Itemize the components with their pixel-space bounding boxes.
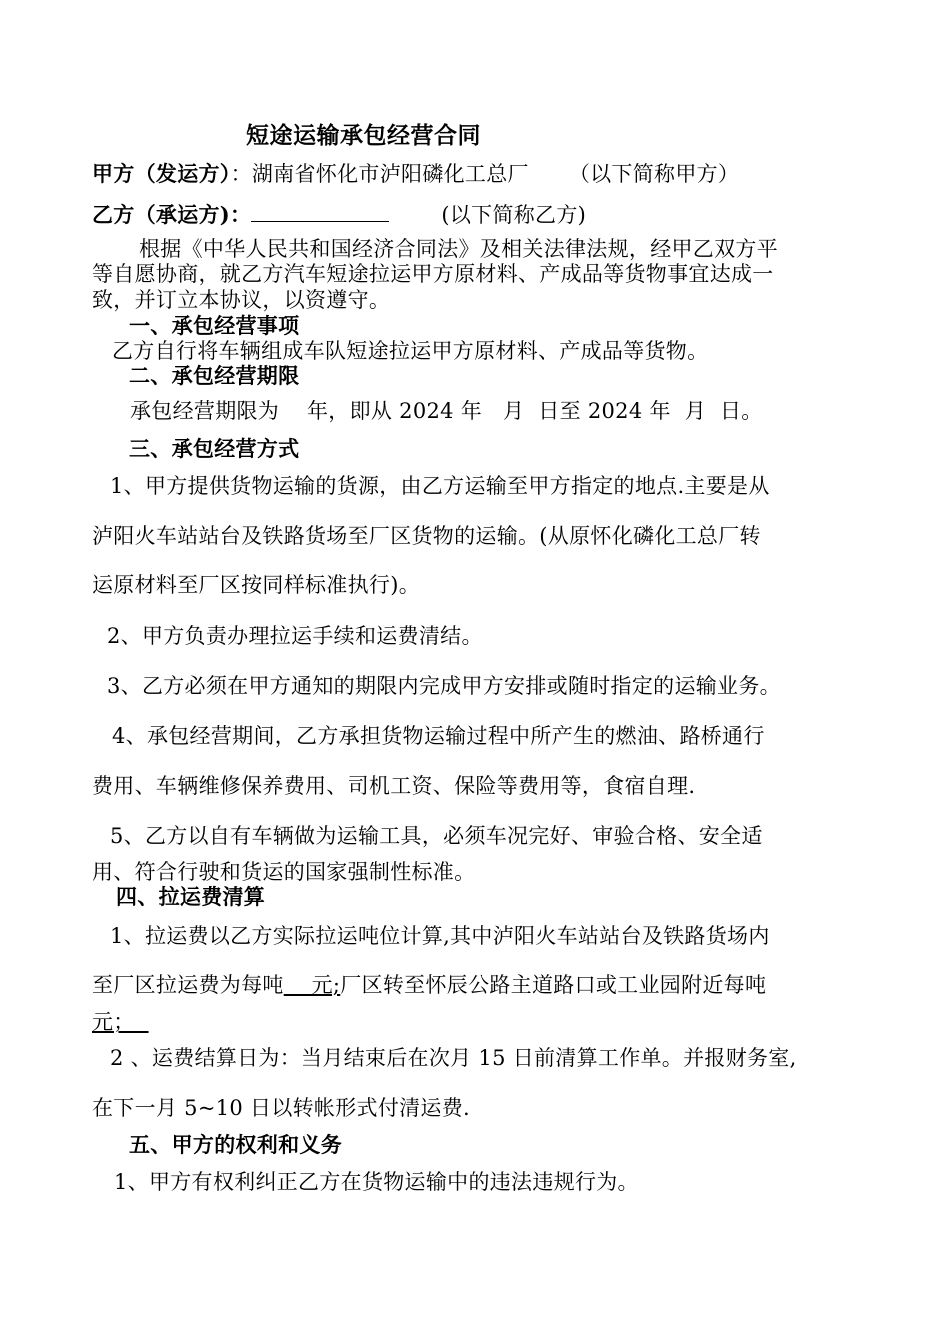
section-3-line: 5、乙方以自有车辆做为运输工具，必须车况完好、审验合格、安全适 xyxy=(110,824,763,848)
section-4-line-5: 在下一月 5~10 日以转帐形式付清运费. xyxy=(92,1096,471,1120)
document-title: 短途运输承包经营合同 xyxy=(246,122,481,149)
intro-line-3: 致，并订立本协议，以资遵守。 xyxy=(92,288,391,312)
section-3-heading: 三、承包经营方式 xyxy=(129,436,300,461)
party-b-blank xyxy=(251,201,389,222)
section-4-line-2 xyxy=(92,972,766,998)
section-4-line-4: 2 、运费结算日为：当月结束后在次月 15 日前清算工作单。并报财务室, xyxy=(110,1046,797,1070)
section-3-line: 费用、车辆维修保养费用、司机工资、保险等费用等，食宿自理. xyxy=(92,774,696,798)
section-3-line: 3、乙方必须在甲方通知的期限内完成甲方安排或随时指定的运输业务。 xyxy=(107,674,781,698)
section-3-line: 1、甲方提供货物运输的货源，由乙方运输至甲方指定的地点.主要是从 xyxy=(110,474,770,498)
section-3-line: 运原材料至厂区按同样标准执行)。 xyxy=(92,573,420,597)
section-2-heading: 二、承包经营期限 xyxy=(129,363,300,388)
party-b-sep: ： xyxy=(230,202,252,227)
fee-suffix: 厂区转至怀辰公路主道路口或工业园附近每吨 xyxy=(340,973,767,997)
section-2-text: 承包经营期限为 年，即从 2024 年 月 日至 2024 年 月 日。 xyxy=(130,399,763,423)
party-a-abbr: （以下简称甲方） xyxy=(568,162,740,186)
intro-line-2: 等自愿协商，就乙方汽车短途拉运甲方原材料、产成品等货物事宜达成一 xyxy=(92,262,774,286)
section-4-heading: 四、拉运费清算 xyxy=(116,884,266,909)
party-a-value: 湖南省怀化市泸阳磷化工总厂 xyxy=(251,162,529,186)
party-b-line xyxy=(92,201,586,228)
fee-prefix: 至厂区拉运费为每吨 xyxy=(92,973,284,997)
fee-blank: 元; xyxy=(283,973,341,997)
section-4-line-1: 1、拉运费以乙方实际拉运吨位计算,其中泸阳火车站站台及铁路货场内 xyxy=(110,924,770,948)
party-a-label: 甲方（发运方） xyxy=(92,161,231,186)
section-3-line: 2、甲方负责办理拉运手续和运费清结。 xyxy=(107,624,483,648)
party-a-sep: ： xyxy=(230,162,252,186)
section-3-line: 泸阳火车站站台及铁路货场至厂区货物的运输。(从原怀化磷化工总厂转 xyxy=(92,524,761,548)
party-b-label: 乙方（承运方) xyxy=(92,202,231,227)
section-1-heading: 一、承包经营事项 xyxy=(129,313,300,338)
section-1-text: 乙方自行将车辆组成车队短途拉运甲方原材料、产成品等货物。 xyxy=(112,339,709,363)
party-b-abbr: (以下简称乙方) xyxy=(441,203,587,227)
section-4-line-3: 元； xyxy=(92,1010,149,1034)
section-5-heading: 五、甲方的权利和义务 xyxy=(129,1132,342,1157)
section-5-line-1: 1、甲方有权利纠正乙方在货物运输中的违法违规行为。 xyxy=(114,1170,639,1194)
party-a-line xyxy=(92,161,739,187)
section-3-line: 4、承包经营期间，乙方承担货物运输过程中所产生的燃油、路桥通行 xyxy=(112,724,765,748)
intro-line-1: 根据《中华人民共和国经济合同法》及相关法律法规，经甲乙双方平 xyxy=(139,237,778,261)
section-3-line: 用、符合行驶和货运的国家强制性标准。 xyxy=(92,860,476,884)
